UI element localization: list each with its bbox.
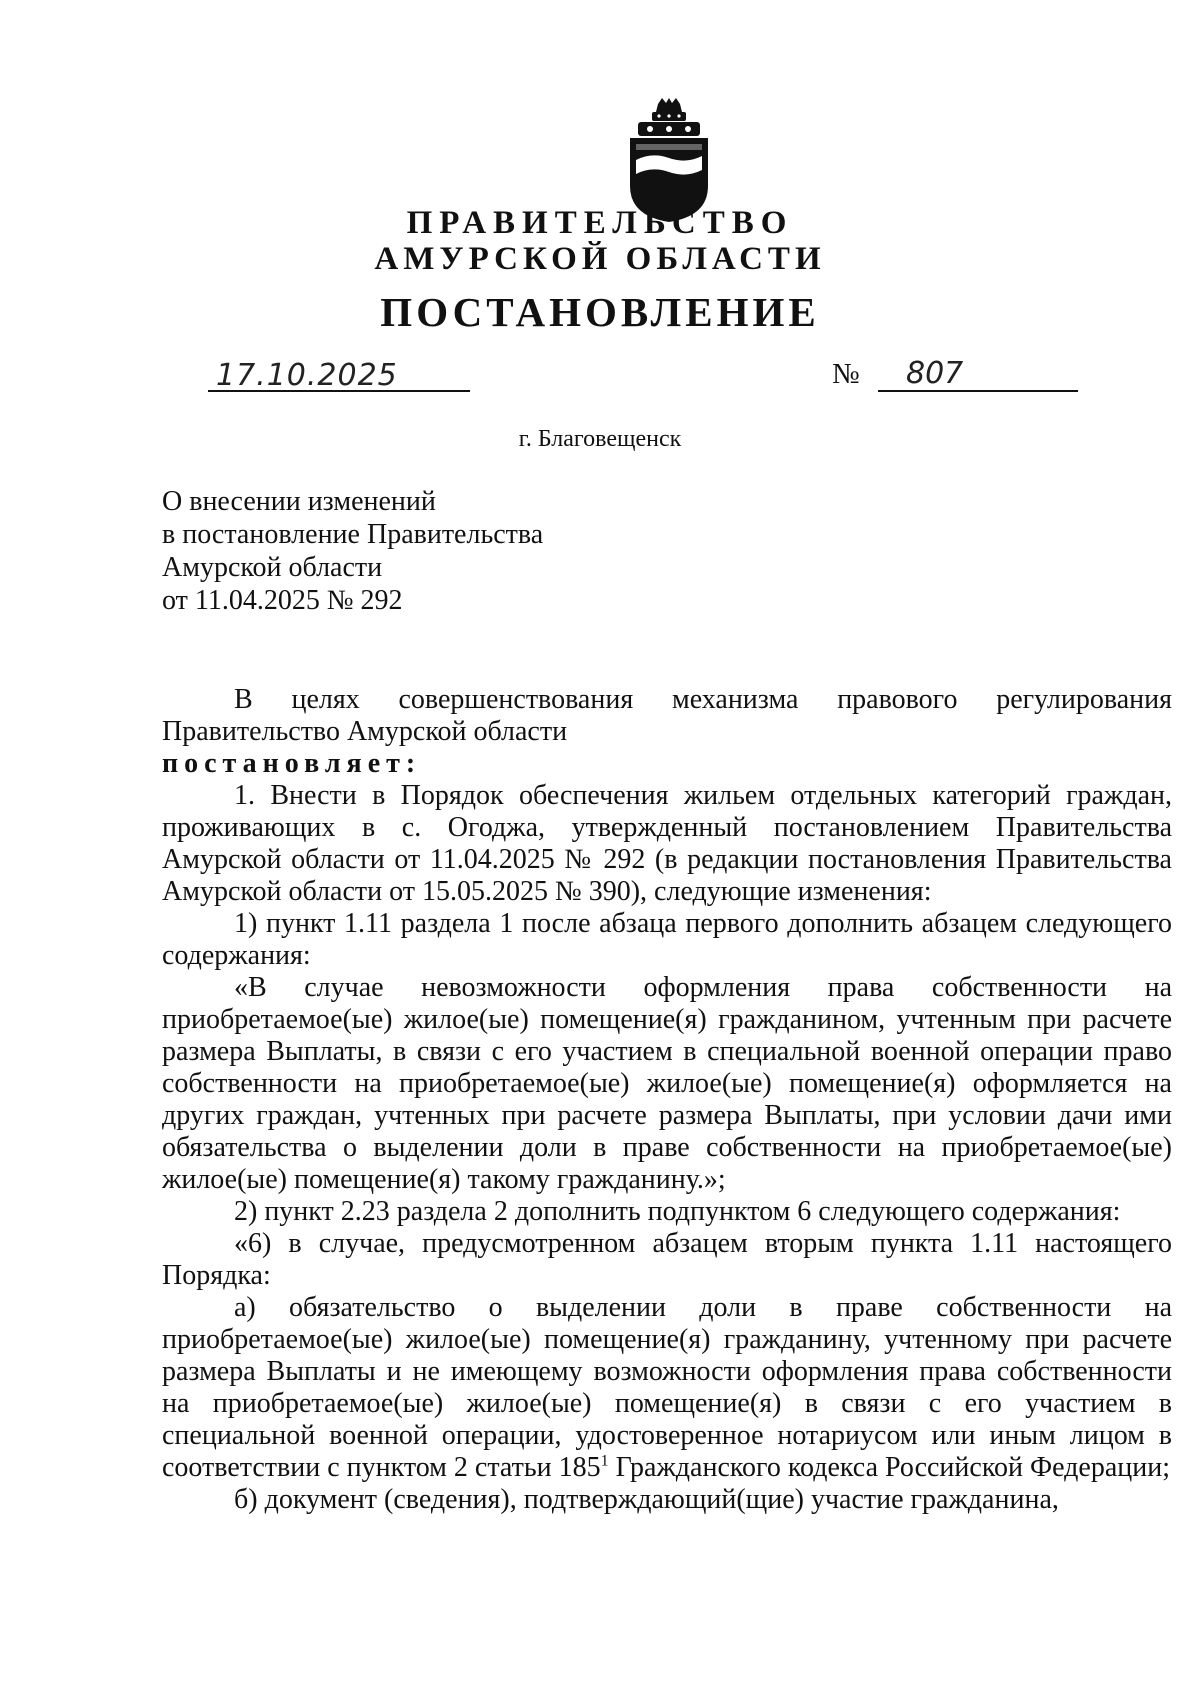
document-body bbox=[162, 684, 1172, 1516]
body-paragraph: «6) в случае, предусмотренном абзацем вторым пункта 1.11 настоящего Порядка: bbox=[162, 1228, 1172, 1291]
body-paragraph: б) документ (сведения), подтверждающий(щие) участие гражданина, bbox=[234, 1484, 1059, 1515]
body-text-segment: а) обязательство о выделении доли в праве собственности на приобретаемое(ые) жилое(ые) помещение(я) гражданину, учтенному при расчете размера Выплаты и не имеющему возможности оформления права собственности на приобретаемое(ые) жилое(ые) помещение(я) в связи с его участием в специальной военной операции, удостоверенное нотариусом или иным лицом в соответствии с пунктом 2 статьи 185 bbox=[162, 1292, 1172, 1483]
organization-name-line2: АМУРСКОЙ ОБЛАСТИ bbox=[374, 241, 826, 277]
subject-line: в постановление Правительства bbox=[162, 519, 544, 550]
number-sign: № bbox=[832, 358, 860, 390]
subject-line: Амурской области bbox=[162, 552, 383, 583]
body-text-segment: Гражданского кодекса Российской Федерации; bbox=[608, 1452, 1171, 1483]
subject-line: от 11.04.2025 № 292 bbox=[162, 585, 403, 616]
superscript-index: 1 bbox=[600, 1452, 609, 1470]
handwritten-number: 807 bbox=[906, 356, 964, 391]
city-name: г. Благовещенск bbox=[518, 426, 682, 452]
body-paragraph: 2) пункт 2.23 раздела 2 дополнить подпунктом 6 следующего содержания: bbox=[234, 1196, 1121, 1227]
body-paragraph: 1. Внести в Порядок обеспечения жильем отдельных категорий граждан, проживающих в с. Огоджа, утвержденный постановлением Правительства Амурской области от 11.04.2025 № 292 (в редакции постановления Правительства Амурской области от 15.05.2025 № 390), следующие изменения: bbox=[162, 780, 1172, 907]
number-underline bbox=[878, 390, 1078, 392]
body-paragraph bbox=[162, 1292, 1172, 1484]
intro-paragraph: В целях совершенствования механизма правового регулирования Правительство Амурской области bbox=[162, 684, 1172, 747]
subject-line: О внесении изменений bbox=[162, 486, 436, 517]
document-type-title: ПОСТАНОВЛЕНИЕ bbox=[380, 289, 820, 335]
body-paragraph: 1) пункт 1.11 раздела 1 после абзаца первого дополнить абзацем следующего содержания: bbox=[162, 908, 1172, 971]
handwritten-date: 17.10.2025 bbox=[216, 358, 398, 393]
resolves-keyword: постановляет: bbox=[162, 748, 422, 779]
document-subject bbox=[162, 485, 543, 617]
date-underline bbox=[208, 390, 470, 392]
body-paragraph: «В случае невозможности оформления права собственности на приобретаемое(ые) жилое(ые) помещение(я) гражданином, учтенным при расчете размера Выплаты, в связи с его участием в специальной военной операции право собственности на приобретаемое(ые) жилое(ые) помещение(я) оформляется на других граждан, учтенных при расчете размера Выплаты, при условии дачи ими обязательства о выделении доли в праве собственности на приобретаемое(ые) жилое(ые) помещение(я) такому гражданину.»; bbox=[162, 972, 1172, 1195]
organization-name-line1: ПРАВИТЕЛЬСТВО bbox=[406, 205, 794, 241]
